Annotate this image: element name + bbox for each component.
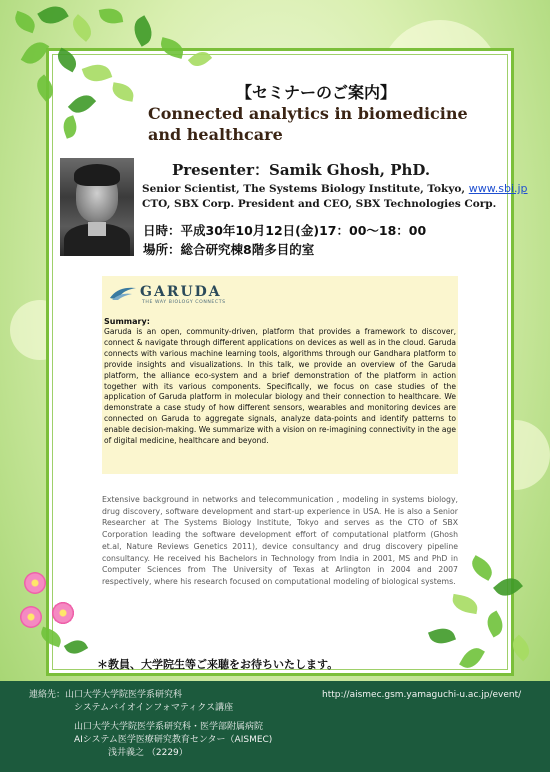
presenter-affiliation-line2: CTO, SBX Corp. President and CEO, SBX Technologies Corp. (142, 198, 497, 210)
contact-line-2: システムバイオインフォマティクス講座 (74, 703, 234, 713)
summary-text: Garuda is an open, community-driven, platform that provides a framework to discover, connect & navigate through different applications on devices as well as in the cloud. Garuda connects with various machine learning tools, algorithms through our Gandhara platform to provide insights and visualizations. In this talk, we provide an overview of the Garuda platform, the alliance eco-system and a brief demonstration of the platform in action together with its various components. Specifically, we focus on case studies of the application of Garuda platform in molecular biology and their connection to healthcare. We demonstrate a case study of how different sensors, wearables and monitoring devices are connected on Garuda to aggregate signals, analyze data-points and identify patterns to enable decision-making. We summarize with a vision on re-imagining connectivity in the age of digital medicine, healthcare and beyond. (104, 327, 456, 446)
contact-line-3: 山口大学大学院医学系研究科・医学部附属病院 (74, 722, 264, 732)
presenter-biography: Extensive background in networks and telecommunication , modeling in systems biology, drug discovery, software development and start-up experience in USA. He is also a Senior Researcher at The Systems Biology Institute, Tokyo and serves as the CTO of SBX Corporation leading the software development effort of computational platform (Ghosh et.al, Nature Reviews Genetics 2011), device consultancy and drug discovery pipeline consultancy. He received his Bachelors in Technology from India in 2001, MS and PhD in Computer Sciences from The University of Texas at Arlington in 2004 and 2007 respectively, where his research focused on computational modeling of biological systems. (102, 495, 458, 586)
presenter-name: Presenter：Samik Ghosh, PhD. (172, 161, 431, 179)
contact-line-4: AIシステム医学医療研究教育センター（AISMEC) (74, 735, 273, 745)
seminar-title: Connected analytics in biomedicine and healthcare (148, 104, 468, 144)
garuda-logo (108, 282, 248, 304)
event-place: 場所：総合研究棟8階多目的室 (143, 242, 315, 257)
summary-title: Summary: (104, 317, 150, 326)
affiliation-text: Senior Scientist, The Systems Biology Institute, Tokyo, (142, 183, 466, 195)
garuda-bird-icon (108, 284, 138, 304)
presenter-photo (60, 158, 134, 256)
garuda-logo-tagline: THE WAY BIOLOGY CONNECTS (142, 300, 226, 305)
event-datetime: 日時：平成30年10月12日(金)17：00〜18：00 (143, 223, 427, 238)
presenter-affiliation-line1 (142, 182, 528, 195)
event-url[interactable]: http://aismec.gsm.yamaguchi-u.ac.jp/event/ (322, 690, 522, 700)
attendance-notice: ＊教員、大学院生等ご来聴をお待ちいたします。 (97, 658, 339, 671)
seminar-announcement-heading: 【セミナーのご案内】 (236, 83, 397, 102)
summary-box (102, 276, 458, 474)
contact-line-1: 連絡先：山口大学大学院医学系研究科 (29, 690, 183, 700)
sbi-link[interactable]: www.sbi.jp (468, 182, 528, 195)
contact-line-5: 浅井義之 （2229） (108, 748, 188, 758)
garuda-logo-text: GARUDA (140, 284, 222, 300)
contact-footer (0, 681, 550, 772)
